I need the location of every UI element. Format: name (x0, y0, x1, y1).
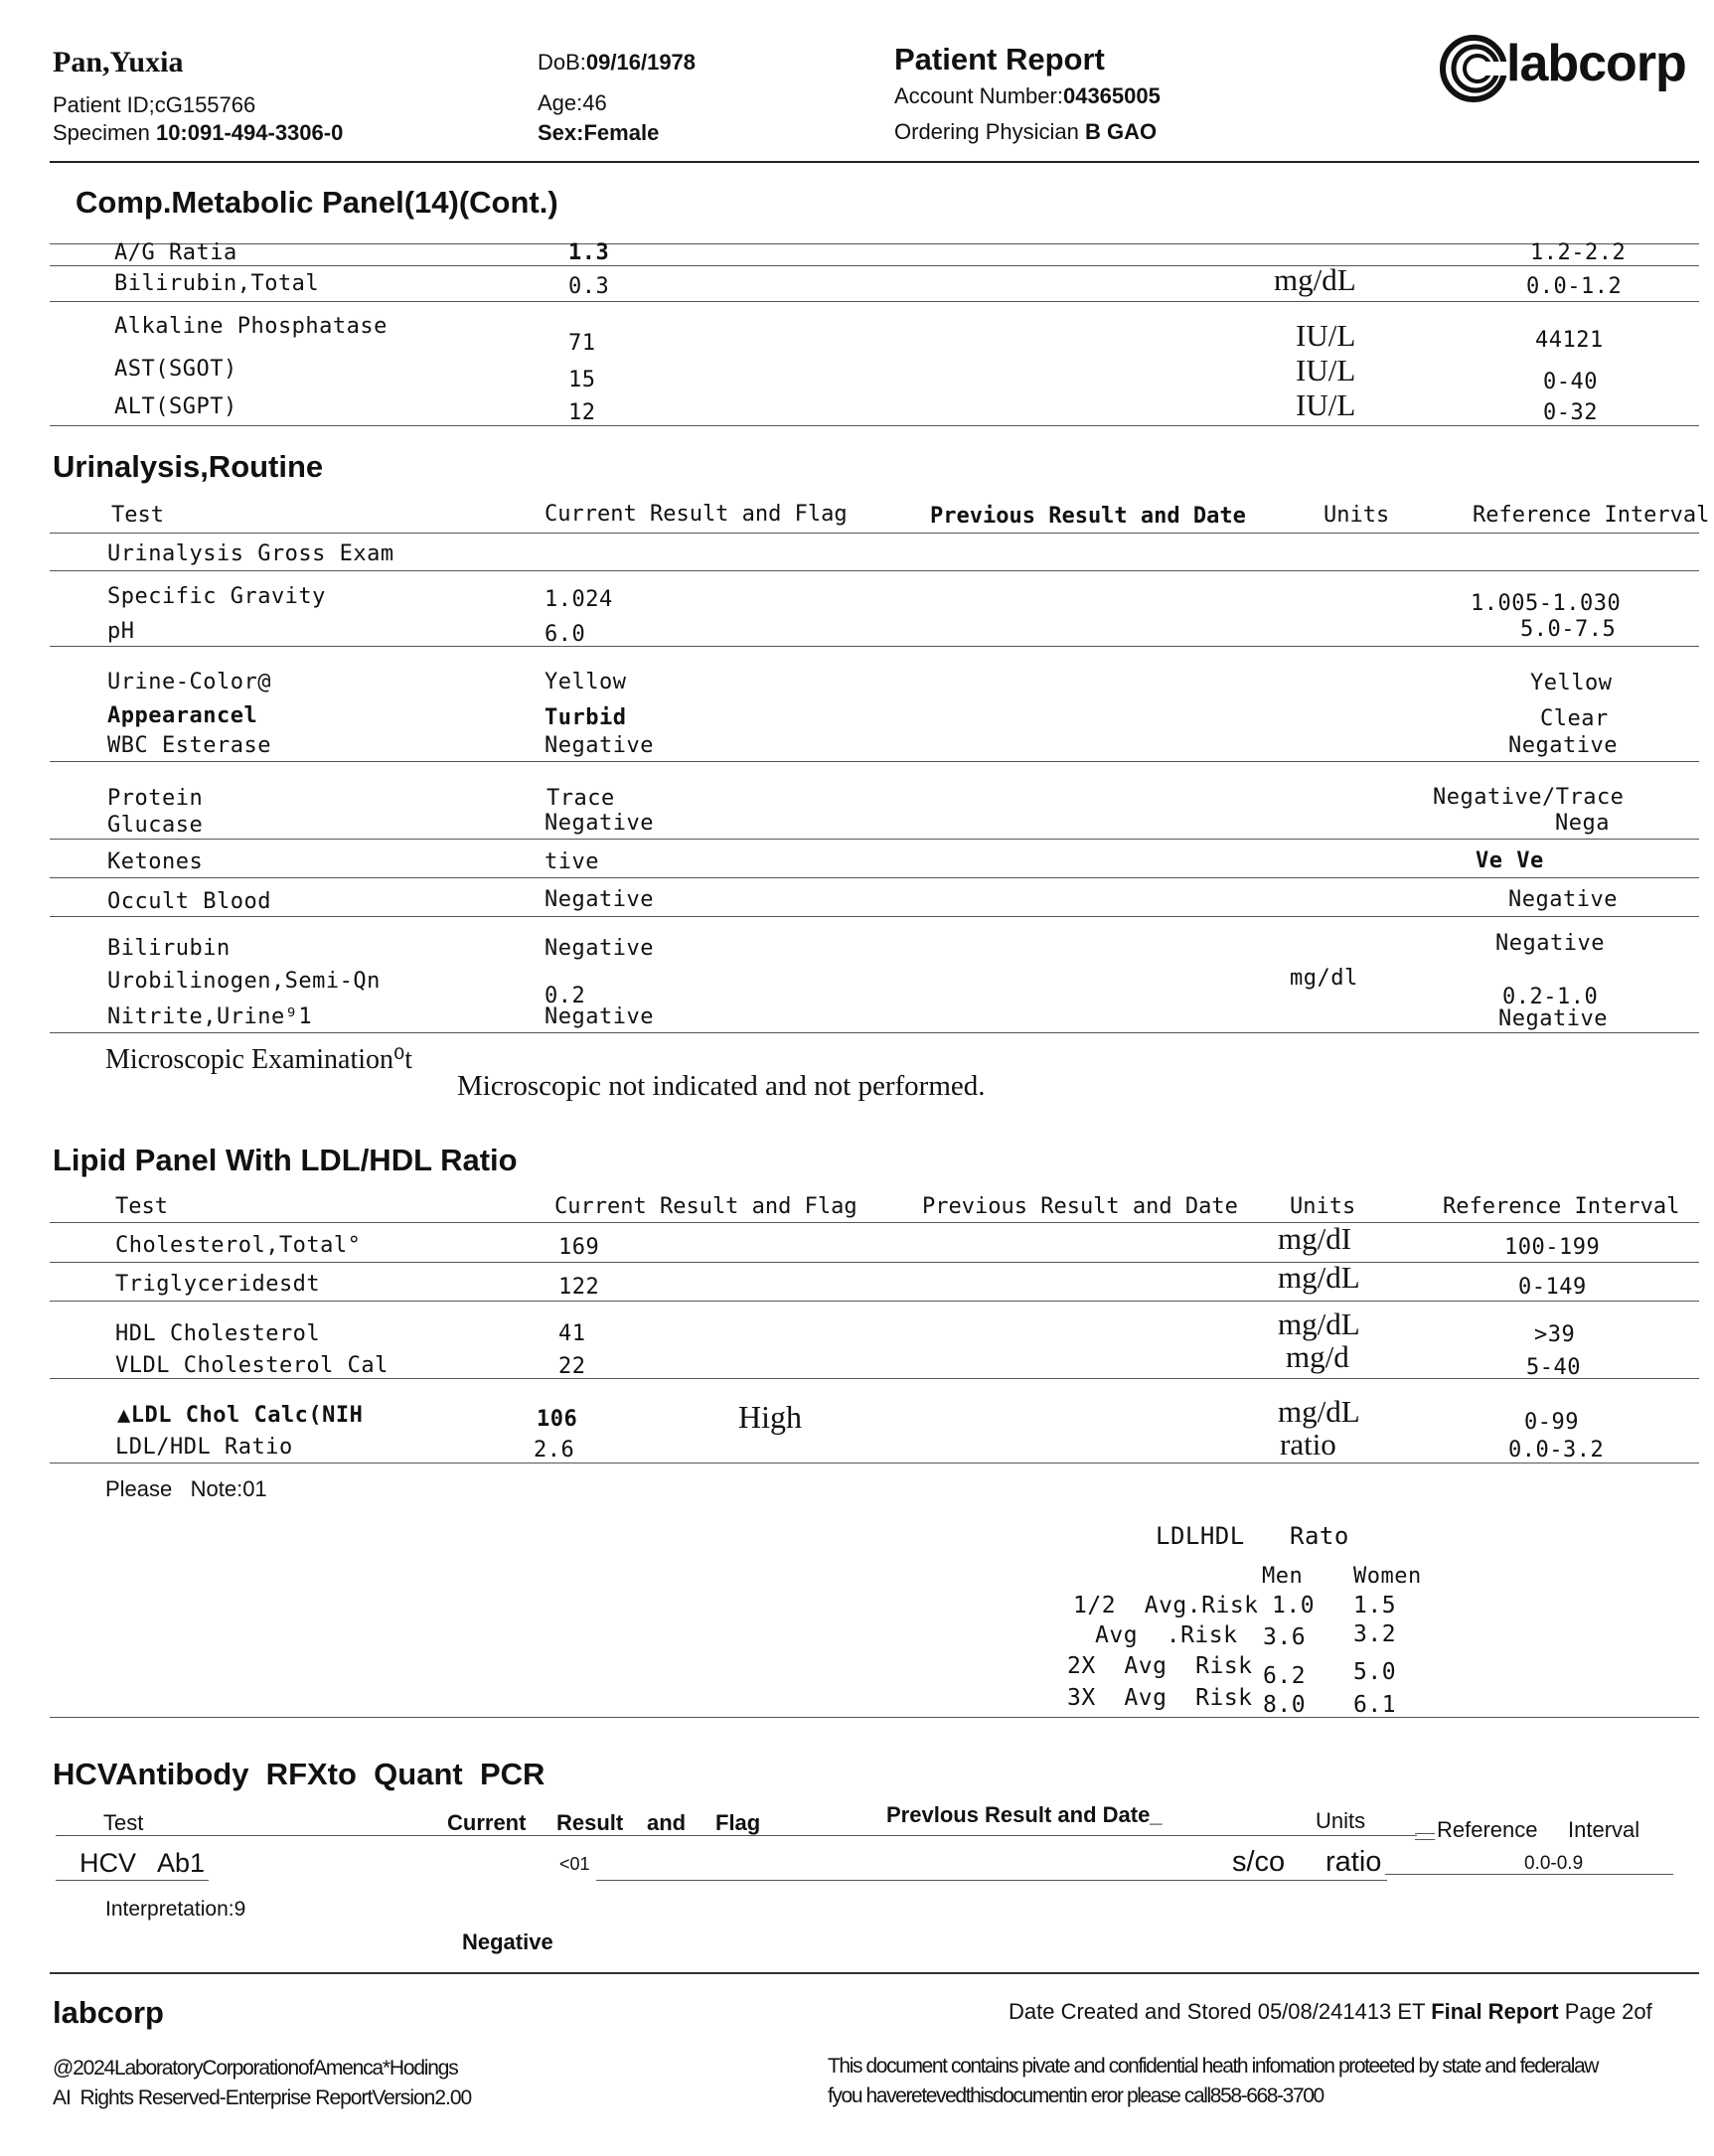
divider (50, 301, 1699, 302)
lipid-units-ldl: mg/dL (1278, 1394, 1360, 1429)
lipid-header-current: Current Result and Flag (554, 1194, 857, 1219)
hcv-test-name: HCV Ab1 (79, 1848, 206, 1878)
ratio-row-men-2x: 6.2 (1263, 1663, 1307, 1689)
specimen-id (53, 120, 343, 146)
footer-privacy-1: This document contains pivate and confidential heath infomation proteeted by state and federalaw (828, 2055, 1599, 2078)
hcv-header-test: Test (103, 1810, 144, 1835)
ua-result-ph: 6.0 (545, 622, 586, 647)
divider (1415, 1839, 1435, 1840)
lipid-units-triglycerides: mg/dL (1278, 1260, 1360, 1295)
hcv-interpretation-value: Negative (462, 1929, 553, 1954)
ua-ref-urine-color: Yellow (1530, 671, 1613, 695)
dob (538, 50, 696, 76)
hcv-header-units: Units (1316, 1808, 1366, 1833)
cmp-units-ast: IU/L (1296, 353, 1356, 387)
lipid-test-ldl: ▲LDL Chol Calc(NIH (117, 1403, 364, 1428)
ua-result-occult-blood: Negative (545, 887, 654, 912)
footer-brand: labcorp (53, 1995, 164, 2030)
ua-microscopic-note: Microscopic not indicated and not performed. (457, 1070, 986, 1102)
ratio-row-men-avg: 3.6 (1263, 1624, 1307, 1650)
ua-result-protein: Trace (546, 786, 615, 811)
ratio-table-title-b: Rato (1290, 1522, 1349, 1550)
lipid-result-cholesterol: 169 (558, 1235, 600, 1260)
ua-test-specific-gravity: Specific Gravity (107, 584, 326, 609)
divider (56, 1835, 1417, 1836)
ratio-row-women-avg: 3.2 (1353, 1621, 1397, 1647)
cmp-units-alk-phos: IU/L (1296, 318, 1356, 353)
cmp-test-ag-ratio: A/G Ratia (114, 240, 237, 265)
age: Age:46 (538, 90, 607, 115)
header-divider (50, 161, 1699, 163)
ua-test-appearance: Appearancel (107, 703, 258, 728)
ua-test-nitrite: Nitrite,Urine⁹1 (107, 1004, 313, 1029)
divider (50, 265, 1699, 266)
lipid-header-ref: Reference Interval (1443, 1194, 1680, 1219)
divider (50, 916, 1699, 917)
ua-test-ph: pH (107, 619, 135, 644)
lipid-result-triglycerides: 122 (558, 1275, 600, 1300)
lipid-result-hdl: 41 (558, 1321, 586, 1346)
patient-name: Pan,Yuxia (53, 46, 184, 78)
ua-result-glucose: Negative (545, 811, 654, 836)
ua-result-appearance: Turbid (545, 705, 627, 730)
lipid-units-hdl: mg/dL (1278, 1307, 1360, 1341)
hcv-header-and: and (647, 1810, 687, 1835)
ua-ref-specific-gravity: 1.005-1.030 (1471, 591, 1622, 616)
divider (50, 646, 1699, 647)
ua-ref-urobilinogen: 0.2-1.0 (1502, 985, 1599, 1009)
divider (1385, 1874, 1673, 1875)
ua-header-previous: Previous Result and Date (930, 504, 1246, 529)
cmp-test-bilirubin: Bilirubin,Total (114, 271, 320, 296)
dob-label: DoB: (538, 50, 586, 75)
hcv-header-previous: Prevlous Result and Date_ (886, 1802, 1163, 1827)
physician-value: B GAO (1084, 119, 1158, 144)
sex-value: Female (583, 120, 660, 145)
cmp-ref-ast: 0-40 (1543, 370, 1598, 394)
hcv-header-result: Result (556, 1810, 624, 1835)
ratio-table-col-men: Men (1262, 1564, 1304, 1589)
ratio-table-col-women: Women (1353, 1564, 1422, 1589)
divider (50, 425, 1699, 426)
cmp-result-ag-ratio: 1.3 (568, 240, 610, 265)
cmp-units-bilirubin: mg/dL (1274, 262, 1356, 297)
ua-microscopic-label: Microscopic Examination⁰t (105, 1044, 413, 1075)
sex (538, 120, 659, 146)
cmp-ref-ag-ratio: 1.2-2.2 (1530, 240, 1627, 265)
ua-ref-ketones: Ve Ve (1476, 848, 1544, 873)
ratio-table-title-a: LDLHDL (1156, 1522, 1245, 1550)
cmp-result-alt: 12 (568, 400, 596, 425)
hcv-header-flag: Flag (715, 1810, 761, 1835)
ratio-row-women-2x: 5.0 (1353, 1659, 1397, 1685)
ua-ref-protein: Negative/Trace (1433, 785, 1625, 810)
lipid-test-ratio: LDL/HDL Ratio (115, 1435, 293, 1460)
ua-ref-nitrite: Negative (1498, 1006, 1608, 1031)
lipid-flag-ldl-high: High (738, 1399, 802, 1435)
lipid-result-ldl: 106 (537, 1407, 578, 1432)
ua-ref-appearance: Clear (1540, 706, 1609, 731)
ordering-physician (894, 119, 1157, 145)
ua-test-urine-color: Urine-Color@ (107, 670, 271, 694)
ua-test-bilirubin: Bilirubin (107, 936, 231, 961)
physician-label: Ordering Physician (894, 119, 1085, 144)
ua-gross-exam: Urinalysis Gross Exam (107, 541, 394, 566)
ua-ref-occult-blood: Negative (1508, 887, 1618, 912)
cmp-result-ast: 15 (568, 368, 596, 392)
lipid-result-vldl: 22 (558, 1354, 586, 1379)
footer-date: Date Created and Stored 05/08/241413 ET (1009, 1999, 1432, 2024)
ua-test-urobilinogen: Urobilinogen,Semi-Qn (107, 969, 381, 994)
divider (50, 1972, 1699, 1974)
ratio-row-label-3x: 3X Avg Risk (1067, 1685, 1253, 1711)
ratio-row-men-half: 1.0 (1272, 1593, 1316, 1618)
specimen-value: 10:091-494-3306-0 (155, 120, 344, 145)
account-value: 04365005 (1062, 83, 1161, 108)
ua-result-urobilinogen: 0.2 (545, 984, 586, 1008)
ua-header-ref: Reference Interval (1473, 503, 1710, 528)
divider (1415, 1833, 1435, 1834)
ua-result-urine-color: Yellow (545, 670, 627, 694)
footer-copyright-1: @2024LaboratoryCorporationofAmenca*Hodings (53, 2057, 458, 2079)
divider (50, 1378, 1699, 1379)
lipid-result-ratio: 2.6 (534, 1438, 575, 1463)
hcv-header-ref-b: Interval (1568, 1817, 1640, 1842)
divider (56, 1880, 209, 1881)
hcv-header-current: Current (447, 1810, 527, 1835)
hcv-units-a: s/co (1232, 1846, 1286, 1878)
lipid-ref-vldl: 5-40 (1526, 1355, 1581, 1380)
ratio-row-women-half: 1.5 (1353, 1593, 1397, 1618)
ua-result-ketones: tive (545, 849, 599, 874)
lipid-test-triglycerides: Triglyceridesdt (115, 1272, 321, 1297)
divider (596, 1880, 1387, 1881)
ua-ref-bilirubin: Negative (1495, 931, 1605, 956)
lipid-units-cholesterol: mg/dI (1278, 1221, 1352, 1256)
lipid-header-previous: Previous Result and Date (922, 1194, 1238, 1219)
lipid-ref-hdl: >39 (1534, 1322, 1576, 1347)
hcv-units-b: ratio (1325, 1846, 1382, 1878)
lipid-section-title: Lipid Panel With LDL/HDL Ratio (53, 1143, 518, 1177)
cmp-result-alk-phos: 71 (568, 331, 596, 356)
cmp-ref-bilirubin: 0.0-1.2 (1526, 274, 1623, 299)
ua-header-test: Test (111, 503, 164, 528)
account-number (894, 83, 1161, 109)
cmp-units-alt: IU/L (1296, 387, 1356, 422)
lipid-test-hdl: HDL Cholesterol (115, 1321, 321, 1346)
lipid-ref-triglycerides: 0-149 (1518, 1275, 1587, 1300)
divider (50, 877, 1699, 878)
lipid-test-vldl: VLDL Cholesterol Cal (115, 1353, 389, 1378)
lipid-units-vldl: mg/d (1286, 1339, 1349, 1374)
patient-id: Patient ID;cG155766 (53, 92, 256, 117)
hcv-ref: 0.0-0.9 (1524, 1853, 1584, 1874)
ua-test-ketones: Ketones (107, 849, 204, 874)
specimen-label: Specimen (53, 120, 156, 145)
divider (50, 761, 1699, 762)
ua-header-current: Current Result and Flag (545, 502, 848, 527)
cmp-test-alt: ALT(SGPT) (114, 394, 237, 419)
divider (50, 533, 1699, 534)
ua-result-bilirubin: Negative (545, 936, 654, 961)
divider (50, 1032, 1699, 1033)
ua-test-occult-blood: Occult Blood (107, 889, 271, 914)
divider (50, 1262, 1699, 1263)
divider (50, 243, 1699, 244)
account-label: Account Number: (894, 83, 1063, 108)
ratio-row-label-avg: Avg .Risk (1095, 1622, 1238, 1648)
cmp-result-bilirubin: 0.3 (568, 274, 610, 299)
divider (50, 839, 1699, 840)
divider (50, 1301, 1699, 1302)
cmp-test-ast: AST(SGOT) (114, 357, 237, 382)
ratio-row-label-half: 1/2 Avg.Risk (1073, 1593, 1259, 1618)
ua-units-urobilinogen: mg/dl (1290, 966, 1358, 991)
cmp-section-title: Comp.Metabolic Panel(14)(Cont.) (76, 185, 558, 220)
sex-label: Sex: (538, 120, 584, 145)
ua-test-protein: Protein (107, 786, 204, 811)
lipid-ref-ratio: 0.0-3.2 (1508, 1438, 1605, 1463)
ratio-row-label-2x: 2X Avg Risk (1067, 1653, 1253, 1679)
hcv-interpretation-label: Interpretation:9 (105, 1898, 246, 1921)
divider (50, 1222, 1699, 1223)
cmp-ref-alt: 0-32 (1543, 400, 1598, 425)
labcorp-logo (1439, 34, 1697, 103)
cmp-ref-alk-phos: 44121 (1535, 328, 1604, 353)
lipid-header-units: Units (1290, 1194, 1356, 1219)
divider (50, 570, 1699, 571)
lipid-units-ratio: ratio (1280, 1427, 1336, 1462)
ua-result-nitrite: Negative (545, 1004, 654, 1029)
hcv-header-ref-a: Reference (1437, 1817, 1538, 1842)
lipid-test-cholesterol: Cholesterol,Total° (115, 1233, 362, 1258)
hcv-section-title: HCVAntibody RFXto Quant PCR (53, 1757, 545, 1791)
ua-result-wbc-esterase: Negative (545, 733, 654, 758)
lipid-ref-ldl: 0-99 (1524, 1410, 1579, 1435)
footer-final-report: Final Report (1431, 1999, 1559, 2024)
ua-test-wbc-esterase: WBC Esterase (107, 733, 271, 758)
ua-section-title: Urinalysis,Routine (53, 449, 324, 484)
ua-test-glucose: Glucase (107, 813, 204, 838)
ua-ref-glucose: Nega (1555, 811, 1610, 836)
footer-report-info (1009, 1999, 1652, 2025)
footer-page: Page 2of (1558, 1999, 1652, 2024)
report-title: Patient Report (894, 42, 1105, 77)
dob-value: 09/16/1978 (585, 50, 697, 75)
lipid-header-test: Test (115, 1194, 168, 1219)
cmp-test-alk-phos: Alkaline Phosphatase (114, 314, 388, 339)
ratio-row-women-3x: 6.1 (1353, 1692, 1397, 1718)
ua-result-specific-gravity: 1.024 (545, 587, 613, 612)
ratio-row-men-3x: 8.0 (1263, 1692, 1307, 1718)
footer-privacy-2: fyou haveretevedthisdocumentin eror please call858-668-3700 (828, 2084, 1324, 2107)
footer-copyright-2: AI Rights Reserved-Enterprise ReportVersion2.00 (53, 2086, 472, 2109)
lipid-ref-cholesterol: 100-199 (1504, 1235, 1601, 1260)
ua-header-units: Units (1324, 503, 1390, 528)
ua-ref-wbc-esterase: Negative (1508, 733, 1618, 758)
divider (50, 1717, 1699, 1718)
logo-wordmark: labcorp (1506, 35, 1686, 92)
hcv-result: <01 (559, 1854, 590, 1874)
labcorp-swirl-icon (1439, 34, 1508, 103)
lipid-note: Please Note:01 (105, 1476, 267, 1501)
ua-ref-ph: 5.0-7.5 (1520, 617, 1617, 642)
